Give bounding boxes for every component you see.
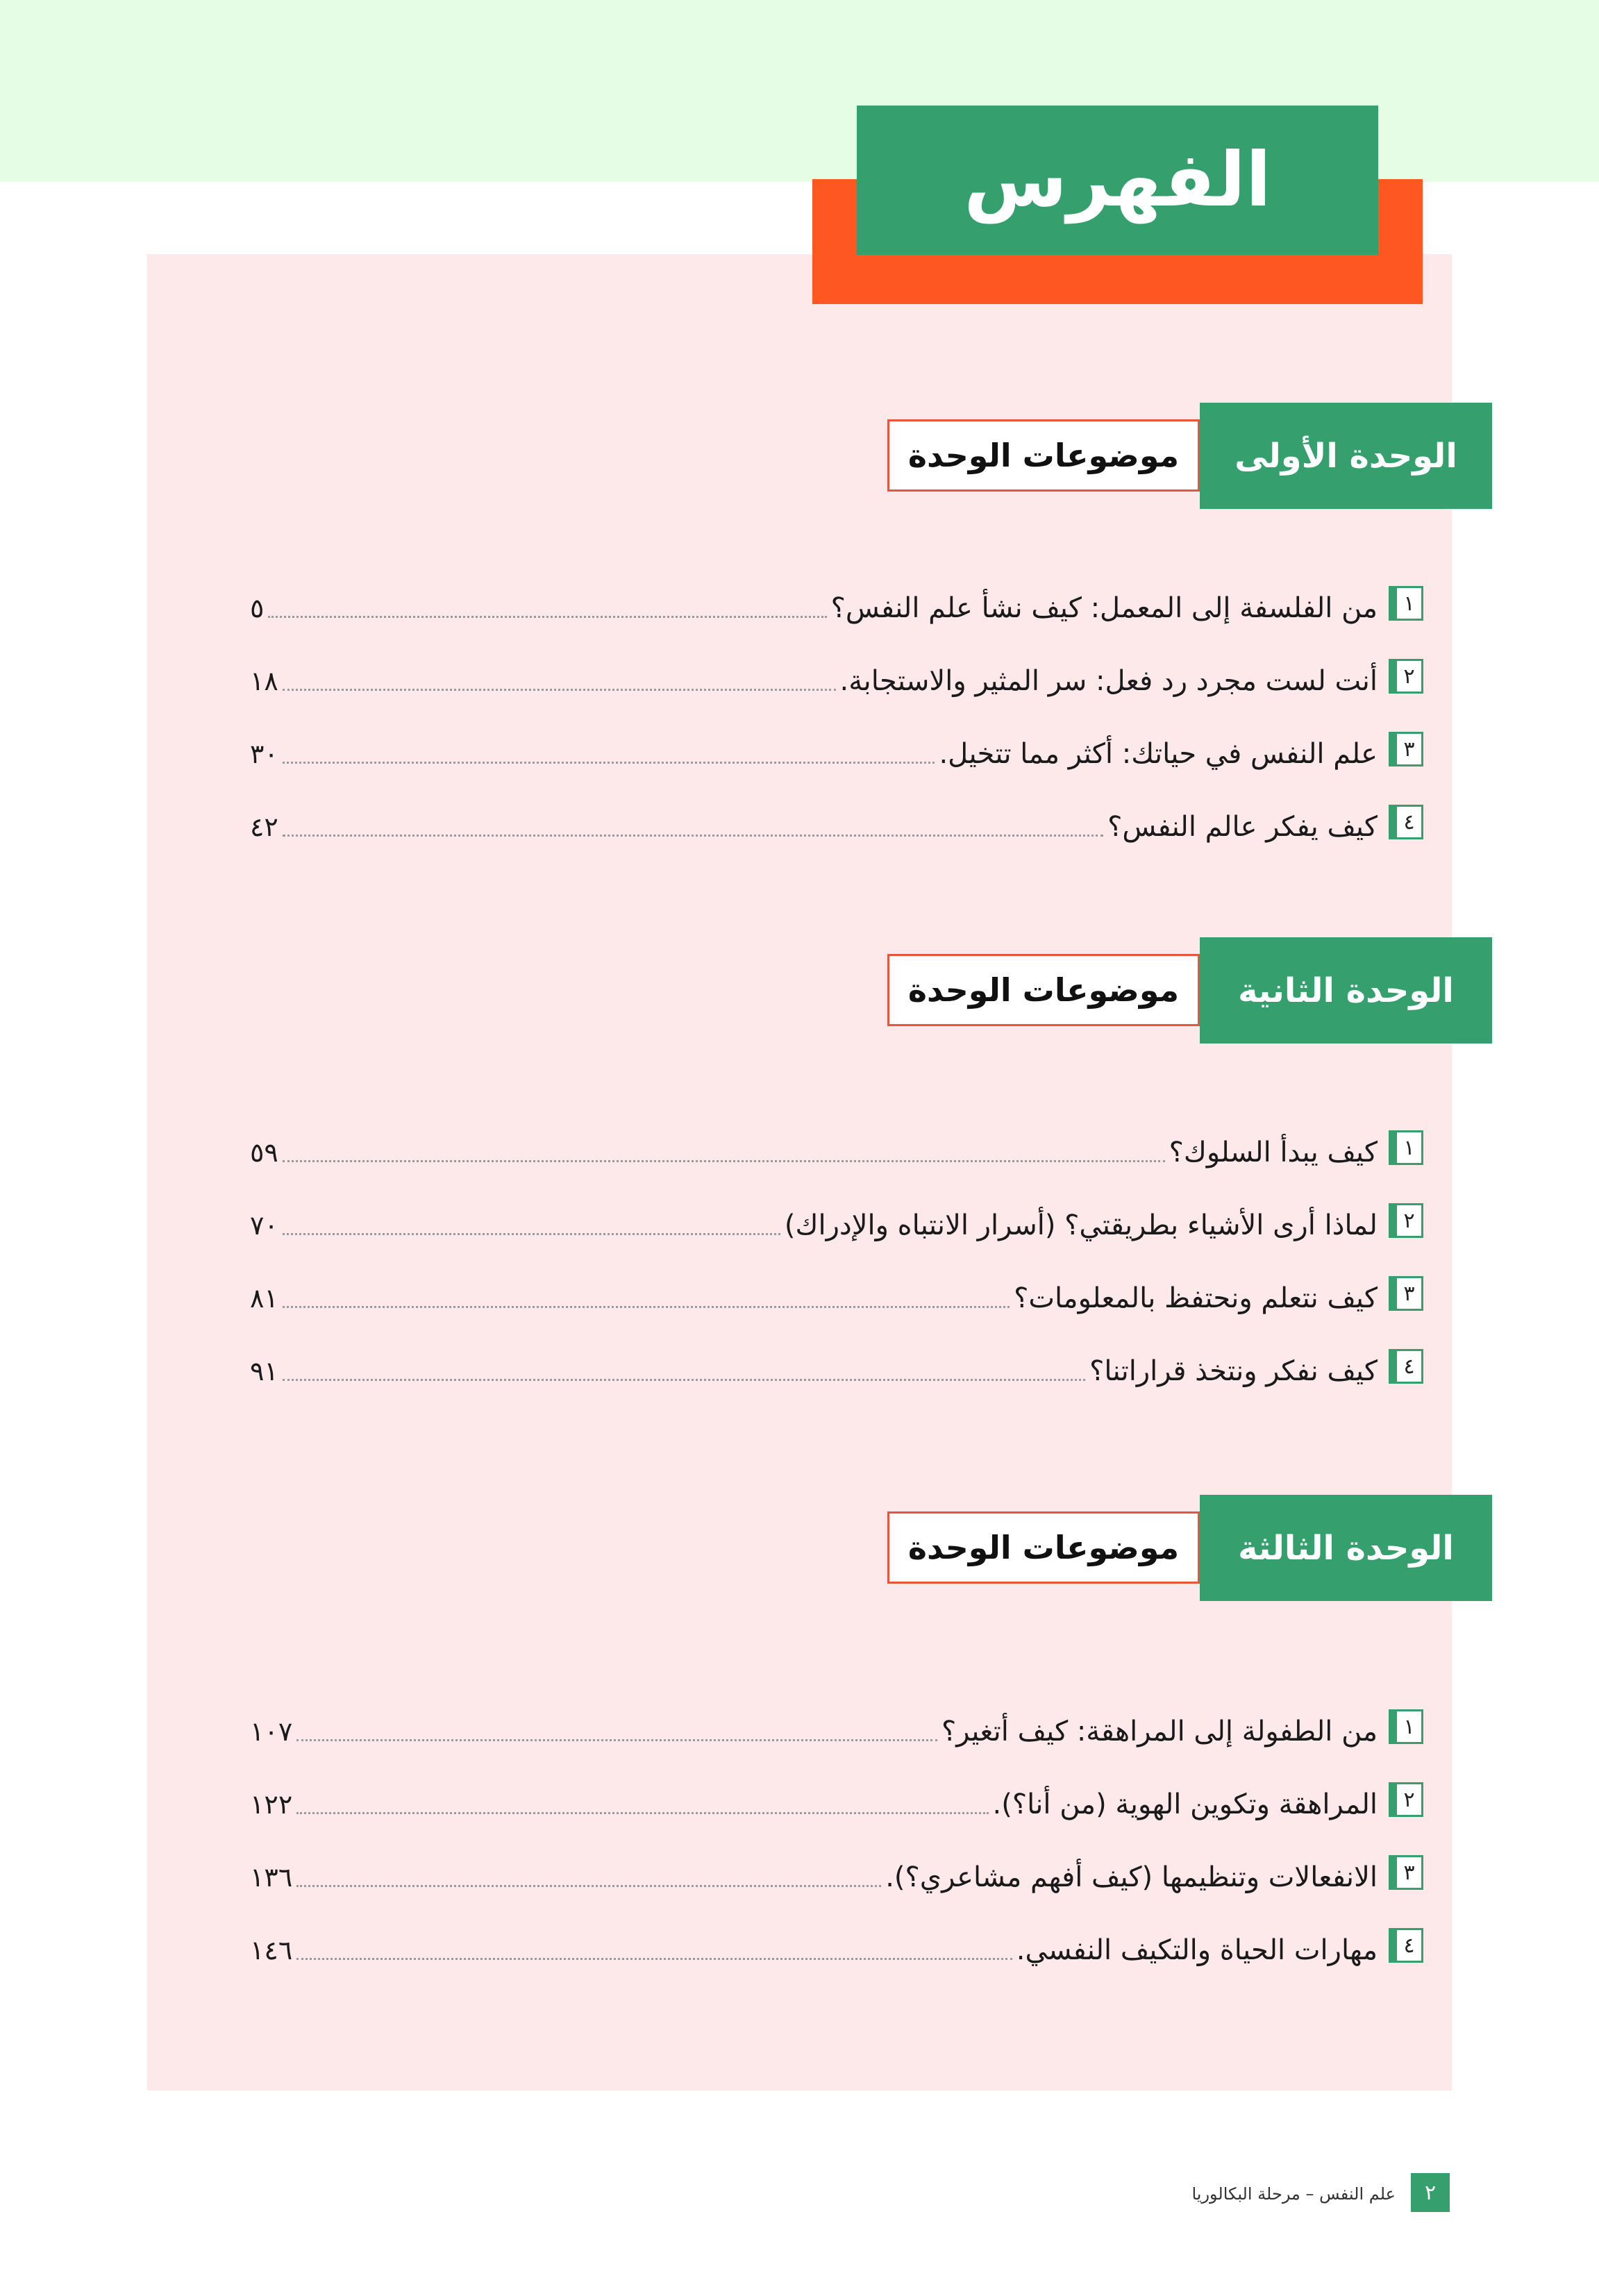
dot-leader — [296, 1739, 937, 1741]
toc-item-1-2[interactable] — [250, 653, 1423, 702]
toc-item-3-2[interactable] — [250, 1777, 1423, 1825]
page-title-box — [857, 106, 1378, 255]
footer-book-title: علم النفس – مرحلة البكالوريا — [1191, 2184, 1396, 2204]
item-title: لماذا أرى الأشياء بطريقتي؟ (أسرار الانتباه والإدراك) — [784, 1209, 1378, 1241]
dot-leader — [296, 1812, 988, 1814]
item-title: كيف يفكر عالم النفس؟ — [1107, 811, 1378, 843]
footer-page-number: ٢ — [1411, 2173, 1450, 2212]
item-number: ٢ — [1389, 1203, 1423, 1238]
item-number: ٤ — [1389, 1928, 1423, 1963]
item-title: من الفلسفة إلى المعمل: كيف نشأ علم النفس؟ — [830, 592, 1378, 624]
dot-leader — [283, 1306, 1010, 1308]
item-page-number: ٥ — [250, 593, 265, 623]
unit-1-topics-box — [887, 419, 1200, 492]
dot-leader — [283, 689, 836, 691]
unit-3-topics-box — [887, 1511, 1200, 1584]
item-page-number: ٧٠ — [250, 1210, 278, 1241]
item-number: ٤ — [1389, 1349, 1423, 1384]
unit-2-label: الوحدة الثانية — [1238, 971, 1454, 1010]
item-page-number: ٩١ — [250, 1356, 278, 1386]
dot-leader — [283, 1160, 1165, 1162]
item-page-number: ١٤٦ — [250, 1935, 293, 1966]
dot-leader — [283, 1379, 1085, 1381]
item-number: ٤ — [1389, 805, 1423, 839]
item-number: ٣ — [1389, 1855, 1423, 1890]
dot-leader — [283, 762, 935, 764]
unit-2-topics-box — [887, 954, 1200, 1026]
item-page-number: ١٨ — [250, 666, 278, 696]
item-page-number: ٣٠ — [250, 739, 278, 769]
toc-item-1-3[interactable] — [250, 726, 1423, 775]
unit-1-label: الوحدة الأولى — [1234, 436, 1457, 476]
item-title: كيف يبدأ السلوك؟ — [1169, 1137, 1378, 1168]
toc-item-3-1[interactable] — [250, 1704, 1423, 1752]
item-number: ٢ — [1389, 1782, 1423, 1817]
unit-1-topics-label: موضوعات الوحدة — [907, 437, 1180, 474]
item-title: كيف نتعلم ونحتفظ بالمعلومات؟ — [1014, 1282, 1378, 1314]
item-number: ١ — [1389, 1709, 1423, 1744]
dot-leader — [296, 1885, 881, 1887]
toc-item-3-4[interactable] — [250, 1922, 1423, 1971]
item-title: الانفعالات وتنظيمها (كيف أفهم مشاعري؟). — [885, 1861, 1378, 1893]
toc-item-2-1[interactable] — [250, 1125, 1423, 1173]
dot-leader — [268, 616, 826, 618]
unit-2-label-box — [1200, 937, 1492, 1044]
item-title: علم النفس في حياتك: أكثر مما تتخيل. — [939, 738, 1378, 770]
unit-3-label: الوحدة الثالثة — [1238, 1528, 1454, 1568]
toc-item-2-3[interactable] — [250, 1271, 1423, 1319]
item-page-number: ١٣٦ — [250, 1862, 293, 1893]
page-title: الفهرس — [964, 136, 1271, 224]
item-title: من الطفولة إلى المراهقة: كيف أتغير؟ — [941, 1716, 1378, 1748]
unit-3-topics-label: موضوعات الوحدة — [907, 1529, 1180, 1566]
unit-2-header — [887, 937, 1492, 1044]
unit-3-label-box — [1200, 1495, 1492, 1601]
item-number: ٣ — [1389, 1276, 1423, 1311]
item-number: ١ — [1389, 586, 1423, 621]
unit-2-topics-label: موضوعات الوحدة — [907, 971, 1180, 1009]
item-title: المراهقة وتكوين الهوية (من أنا؟). — [992, 1788, 1378, 1820]
unit-3-header — [887, 1495, 1492, 1601]
toc-item-2-4[interactable] — [250, 1343, 1423, 1392]
item-page-number: ١٢٢ — [250, 1789, 293, 1820]
item-page-number: ٨١ — [250, 1283, 278, 1314]
item-title: كيف نفكر ونتخذ قراراتنا؟ — [1089, 1355, 1378, 1387]
item-page-number: ١٠٧ — [250, 1716, 293, 1747]
toc-item-1-1[interactable] — [250, 580, 1423, 629]
toc-item-2-2[interactable] — [250, 1198, 1423, 1246]
toc-item-1-4[interactable] — [250, 799, 1423, 848]
item-number: ٣ — [1389, 732, 1423, 766]
item-page-number: ٤٢ — [250, 812, 278, 842]
item-number: ١ — [1389, 1130, 1423, 1165]
dot-leader — [283, 1233, 780, 1235]
item-title: أنت لست مجرد رد فعل: سر المثير والاستجابة. — [839, 665, 1378, 697]
unit-1-header — [887, 403, 1492, 509]
dot-leader — [283, 835, 1103, 837]
dot-leader — [296, 1958, 1012, 1960]
toc-item-3-3[interactable] — [250, 1850, 1423, 1898]
item-title: مهارات الحياة والتكيف النفسي. — [1016, 1934, 1378, 1966]
item-number: ٢ — [1389, 659, 1423, 694]
item-page-number: ٥٩ — [250, 1137, 278, 1168]
unit-1-label-box — [1200, 403, 1492, 509]
